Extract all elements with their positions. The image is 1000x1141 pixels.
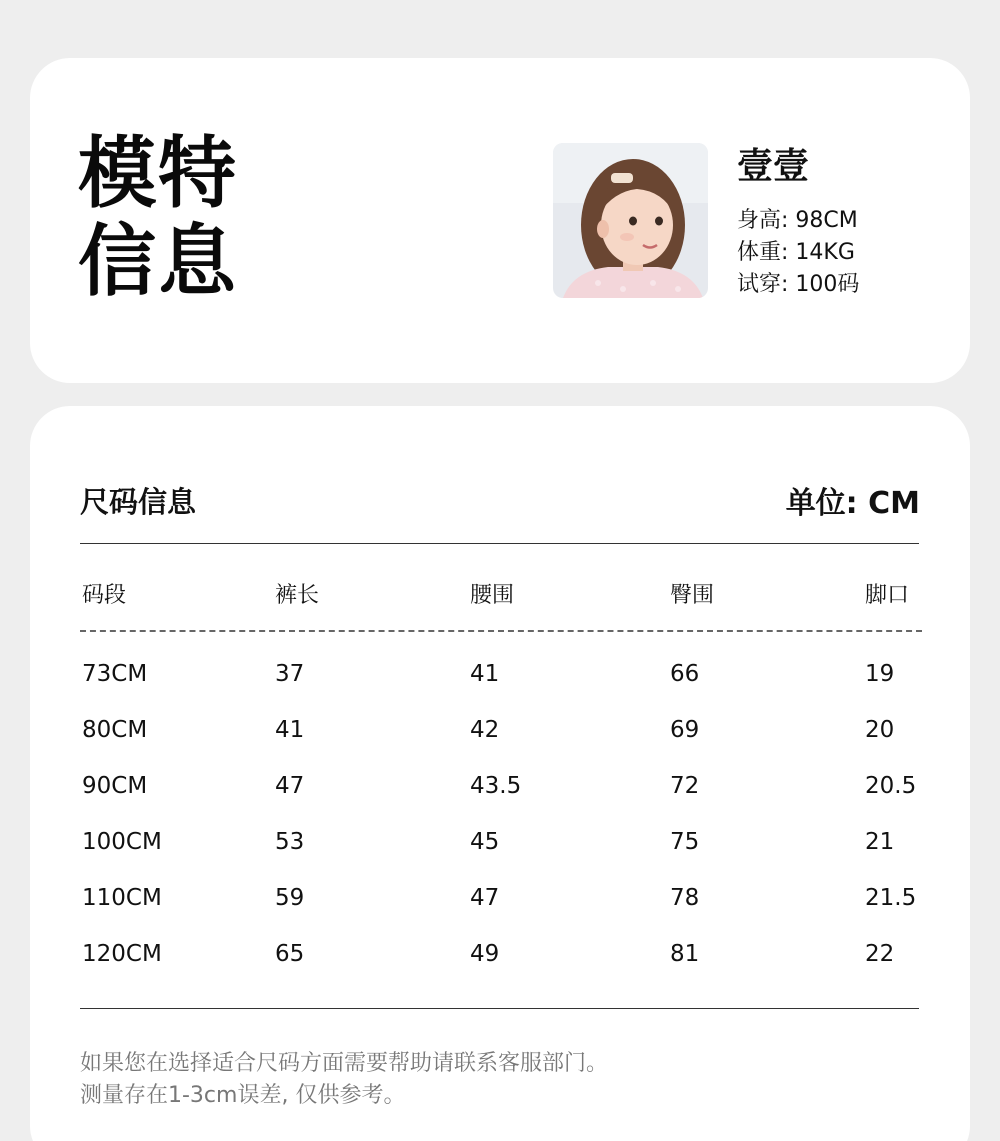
table-row — [30, 829, 970, 869]
cell-waist: 42 — [470, 717, 500, 743]
unit-label: 单位: CM — [785, 486, 920, 521]
cell-waist: 45 — [470, 829, 500, 855]
cell-hip: 75 — [670, 829, 700, 855]
cell-size: 80CM — [82, 717, 148, 743]
title-line-2: 信息 — [78, 217, 239, 307]
header-pants-length: 裤长 — [275, 583, 320, 608]
header-dashed-divider — [80, 630, 922, 632]
model-stats — [737, 205, 859, 301]
cell-hip: 69 — [670, 717, 700, 743]
size-note — [80, 1048, 608, 1112]
table-row — [30, 661, 970, 701]
cell-leg-opening: 21.5 — [865, 885, 917, 911]
header-size-range: 码段 — [82, 583, 127, 608]
cell-waist: 47 — [470, 885, 500, 911]
table-row — [30, 941, 970, 981]
cell-leg-opening: 19 — [865, 661, 895, 687]
model-info-card — [30, 58, 970, 383]
cell-pants-length: 59 — [275, 885, 305, 911]
model-weight: 体重: 14KG — [737, 240, 855, 265]
bottom-divider — [80, 1008, 919, 1009]
cell-leg-opening: 21 — [865, 829, 895, 855]
table-row — [30, 885, 970, 925]
cell-leg-opening: 22 — [865, 941, 895, 967]
size-table-header — [30, 578, 970, 618]
cell-size: 100CM — [82, 829, 162, 855]
table-row — [30, 773, 970, 813]
header-waist: 腰围 — [470, 583, 515, 608]
note-line-tolerance: 测量存在1-3cm误差, 仅供参考。 — [80, 1083, 406, 1108]
model-photo — [553, 143, 708, 298]
cell-hip: 78 — [670, 885, 700, 911]
title-line-1: 模特 — [78, 129, 239, 219]
cell-size: 73CM — [82, 661, 148, 687]
model-info-title — [78, 130, 238, 306]
cell-size: 90CM — [82, 773, 148, 799]
cell-waist: 41 — [470, 661, 500, 687]
model-name: 壹壹 — [737, 146, 810, 187]
header-hip: 臀围 — [670, 583, 715, 608]
cell-leg-opening: 20.5 — [865, 773, 917, 799]
cell-pants-length: 47 — [275, 773, 305, 799]
cell-size: 110CM — [82, 885, 162, 911]
cell-hip: 66 — [670, 661, 700, 687]
cell-pants-length: 37 — [275, 661, 305, 687]
table-row — [30, 717, 970, 757]
cell-pants-length: 53 — [275, 829, 305, 855]
size-info-title: 尺码信息 — [80, 485, 197, 519]
cell-waist: 49 — [470, 941, 500, 967]
model-height: 身高: 98CM — [737, 208, 858, 233]
cell-pants-length: 41 — [275, 717, 305, 743]
size-info-card — [30, 406, 970, 1141]
cell-hip: 81 — [670, 941, 700, 967]
header-leg-opening: 脚口 — [865, 583, 910, 608]
cell-pants-length: 65 — [275, 941, 305, 967]
cell-hip: 72 — [670, 773, 700, 799]
cell-size: 120CM — [82, 941, 162, 967]
note-line-help: 如果您在选择适合尺码方面需要帮助请联系客服部门。 — [80, 1051, 609, 1076]
cell-waist: 43.5 — [470, 773, 522, 799]
model-tried-size: 试穿: 100码 — [737, 272, 860, 297]
top-divider — [80, 543, 919, 544]
cell-leg-opening: 20 — [865, 717, 895, 743]
